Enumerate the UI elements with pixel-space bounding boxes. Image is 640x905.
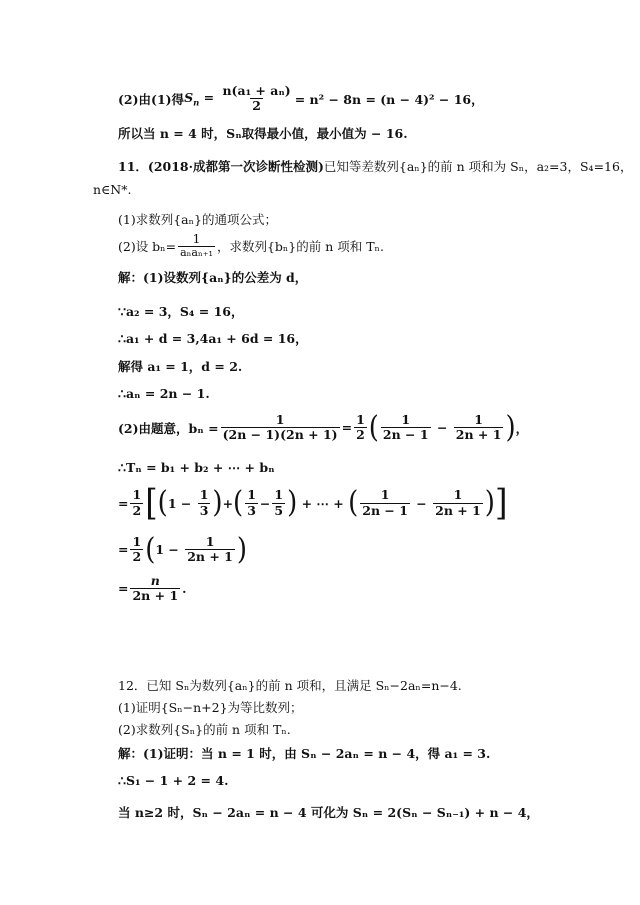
fraction-numerator: 1 (247, 487, 256, 503)
fraction-numerator: 1 (205, 534, 215, 549)
fraction-numerator (149, 574, 162, 588)
question-11-part-1: (1)求数列{aₙ}的通项公式； (118, 212, 277, 227)
solution-line: ∴S₁ − 1 + 2 = 4. (118, 773, 229, 788)
solution-line: ∵a₂ = 3，S₄ = 16， (118, 304, 244, 319)
question-12-header: 12．已知 Sₙ为数列{aₙ}的前 n 项和，且满足 Sₙ−2aₙ=n−4. (118, 678, 462, 693)
left-paren: ( (157, 485, 168, 521)
sn-symbol: $S_n$ = (184, 89, 219, 109)
fraction-denominator: (2n − 1)(2n + 1) (222, 427, 338, 443)
fraction (130, 574, 180, 604)
fraction-numerator: 1 (274, 487, 284, 503)
question-12-part-1: (1)证明{Sₙ−n+2}为等比数列； (118, 700, 303, 715)
right-paren: ) (236, 532, 248, 568)
fraction-denominator: 2 (132, 502, 142, 518)
line-text: ，求数列{bₙ}的前 n 项和 Tₙ. (216, 239, 384, 254)
fraction (221, 413, 340, 443)
solution-line: ∴a₁ + d = 3,4a₁ + 6d = 16， (118, 331, 308, 346)
fraction-denominator: 3 (199, 502, 209, 518)
equals-sign: = (341, 420, 353, 436)
fraction (454, 413, 504, 443)
question-source: (2018·成都第一次诊断性检测) (147, 159, 324, 174)
solution-line: 当 n≥2 时，Sₙ − 2aₙ = n − 4 可化为 Sₙ = 2(Sₙ − Sₙ₋₁) + n − 4， (118, 805, 539, 820)
fraction-half (130, 535, 143, 565)
question-11-continuation: n∈N*. (93, 182, 132, 197)
fraction-numerator: 1 (453, 487, 463, 503)
fraction (381, 413, 431, 443)
fraction (245, 488, 258, 518)
fraction (360, 488, 410, 518)
fraction (220, 84, 292, 114)
fraction (198, 488, 211, 518)
comma: ， (515, 420, 529, 436)
fraction-denominator: 3 (247, 502, 256, 518)
line-min-value: 所以当 n = 4 时，Sₙ取得最小值，最小值为 − 16. (118, 126, 408, 141)
left-bracket: [ (145, 482, 158, 524)
question-12-part-2: (2)求数列{Sₙ}的前 n 项和 Tₙ. (118, 722, 291, 737)
fraction-denominator: 2n + 1 (435, 502, 481, 518)
solution-line: 解：(1)设数列{aₙ}的公差为 d， (118, 270, 308, 285)
fraction-numerator: 1 (192, 231, 201, 246)
fraction-denominator: 2 (252, 98, 261, 114)
variable-n: n (150, 573, 160, 588)
fraction-denominator: 2 (356, 427, 365, 443)
left-paren: ( (233, 485, 244, 521)
number-one: 1 − (167, 495, 196, 511)
fraction-denominator: 2n + 1 (455, 427, 502, 443)
solution-line: ∴aₙ = 2n − 1. (118, 386, 210, 401)
fraction-denominator: 2n + 1 (187, 549, 233, 565)
fraction-denominator: 2 (132, 549, 142, 565)
line-text: (2)由题意，bₙ = (118, 420, 219, 436)
question-11-part-2 (118, 232, 384, 260)
right-paren: ) (484, 485, 495, 521)
fraction-denominator: 2n − 1 (362, 502, 408, 518)
fraction-denominator: 5 (274, 502, 284, 518)
fraction-numerator: 1 (474, 412, 483, 427)
line-text: (2)设 bₙ= (118, 239, 177, 254)
fraction-half (130, 488, 143, 518)
minus-sign: − (432, 420, 452, 436)
equals-sign: = (118, 495, 129, 511)
fraction-numerator: 1 (132, 534, 142, 549)
fraction-numerator: 1 (275, 412, 285, 427)
left-paren: ( (145, 532, 156, 568)
fraction-numerator: 1 (132, 487, 142, 503)
left-paren: ( (368, 410, 379, 446)
fraction-denominator: 2n − 1 (382, 427, 429, 443)
fraction-numerator: 1 (199, 487, 209, 503)
left-paren: ( (348, 485, 359, 521)
fraction-denominator: 2n + 1 (132, 588, 179, 604)
solution-line: 解：(1)证明：当 n = 1 时，由 Sₙ − 2aₙ = n − 4，得 a₁ = 3. (118, 746, 491, 761)
fraction-numerator: n(a₁ + aₙ) (222, 83, 291, 98)
plus-sign: + (222, 495, 234, 511)
line-text: = n² − 8n = (n − 4)² − 16， (294, 91, 484, 107)
question-number: 11． (118, 159, 148, 174)
period: . (182, 581, 187, 597)
fraction-numerator: 1 (356, 412, 365, 427)
telescoping-sum (118, 482, 508, 524)
simplified-sum (118, 532, 248, 568)
fraction (178, 232, 215, 260)
minus-sign: − (259, 495, 271, 511)
ellipsis-sum: + ⋯ + (297, 495, 349, 511)
fraction (185, 535, 235, 565)
fraction (433, 488, 483, 518)
equals-sign: = (118, 581, 129, 597)
equals-sign: = (118, 542, 129, 558)
solution-bn-expression (118, 410, 529, 446)
minus-sign: − (411, 495, 432, 511)
question-11-header (118, 157, 632, 175)
solution-line: ∴Tₙ = b₁ + b₂ + ⋯ + bₙ (118, 460, 275, 475)
fraction-denominator: aₙaₙ₊₁ (180, 246, 213, 260)
line-2-sn-formula (118, 84, 484, 114)
fraction-numerator: 1 (401, 412, 411, 427)
fraction-numerator: 1 (380, 487, 390, 503)
solution-line: 解得 a₁ = 1，d = 2. (118, 359, 243, 374)
right-bracket: ] (494, 482, 508, 524)
right-paren: ) (212, 485, 223, 521)
number-one: 1 − (155, 542, 184, 558)
right-paren: ) (505, 410, 516, 446)
fraction (272, 488, 285, 518)
fraction-half (354, 413, 367, 443)
line-text: (2)由(1)得 (118, 91, 185, 107)
right-paren: ) (287, 485, 298, 521)
final-result (118, 574, 187, 604)
question-text: 已知等差数列{aₙ}的前 n 项和为 Sₙ，a₂=3，S₄=16， (323, 159, 633, 174)
